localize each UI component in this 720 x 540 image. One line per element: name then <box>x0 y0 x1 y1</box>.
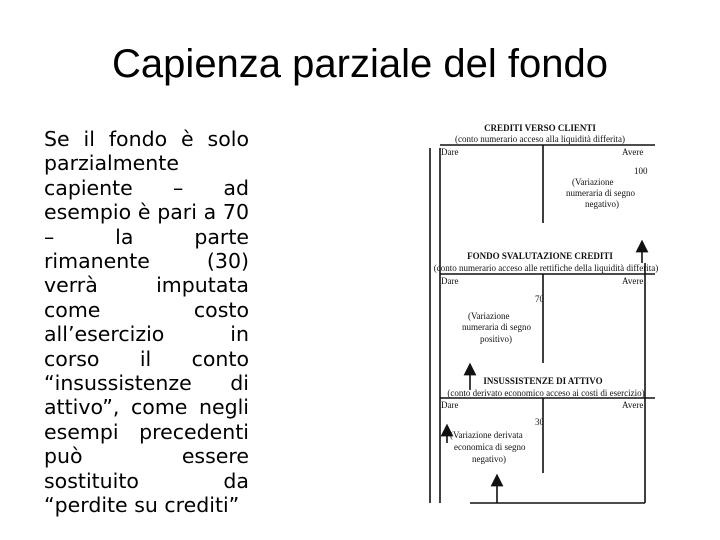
account-name: INSUSSISTENZE DI ATTIVO <box>483 376 603 386</box>
note-line-3: negativo) <box>585 199 619 209</box>
avere-label: Avere <box>622 400 644 410</box>
amount-value: 70 <box>535 294 544 304</box>
account-crediti-verso-clienti <box>440 123 655 223</box>
note-line-1: (Variazione <box>468 311 510 321</box>
note-line-3: positivo) <box>480 334 513 344</box>
amount-value: 30 <box>535 417 544 427</box>
account-insussistenze-di-attivo <box>440 376 655 473</box>
avere-label: Avere <box>622 276 644 286</box>
dare-label: Dare <box>441 400 459 410</box>
account-subtitle: (conto numerario acceso alle rettifiche della liquidità differita) <box>433 263 659 273</box>
note-line-2: numeraria di segno <box>462 322 531 332</box>
account-name: FONDO SVALUTAZIONE CREDITI <box>467 251 613 261</box>
dare-label: Dare <box>441 276 459 286</box>
account-subtitle: (conto numerario acceso alla liquidità differita) <box>454 134 626 144</box>
account-name: CREDITI VERSO CLIENTI <box>484 123 596 133</box>
account-fondo-svalutazione-crediti <box>434 251 658 363</box>
note-line-1: (Variazione derivata <box>450 430 523 440</box>
note-line-2: numeraria di segno <box>566 188 635 198</box>
t-accounts-diagram <box>400 118 700 518</box>
note-line-2: economica di segno <box>454 442 526 452</box>
avere-label: Avere <box>622 147 644 157</box>
note-line-1: (Variazione <box>572 177 614 187</box>
account-subtitle: (conto derivato economico acceso ai costi di esercizio) <box>447 388 645 398</box>
slide-body-text: Se il fondo è solo parzialmente capiente – ad esempio è pari a 70 – la parte rimanente (30) verrà imputata come costo all’esercizio in corso il conto “insussistenze di attivo”, come negli esempi precedenti può essere sostituito da “perdite su crediti” <box>44 127 249 518</box>
dare-label: Dare <box>441 147 459 157</box>
amount-value: 100 <box>634 166 648 176</box>
note-line-3: negativo) <box>472 454 506 464</box>
slide-title: Capienza parziale del fondo <box>112 42 608 86</box>
